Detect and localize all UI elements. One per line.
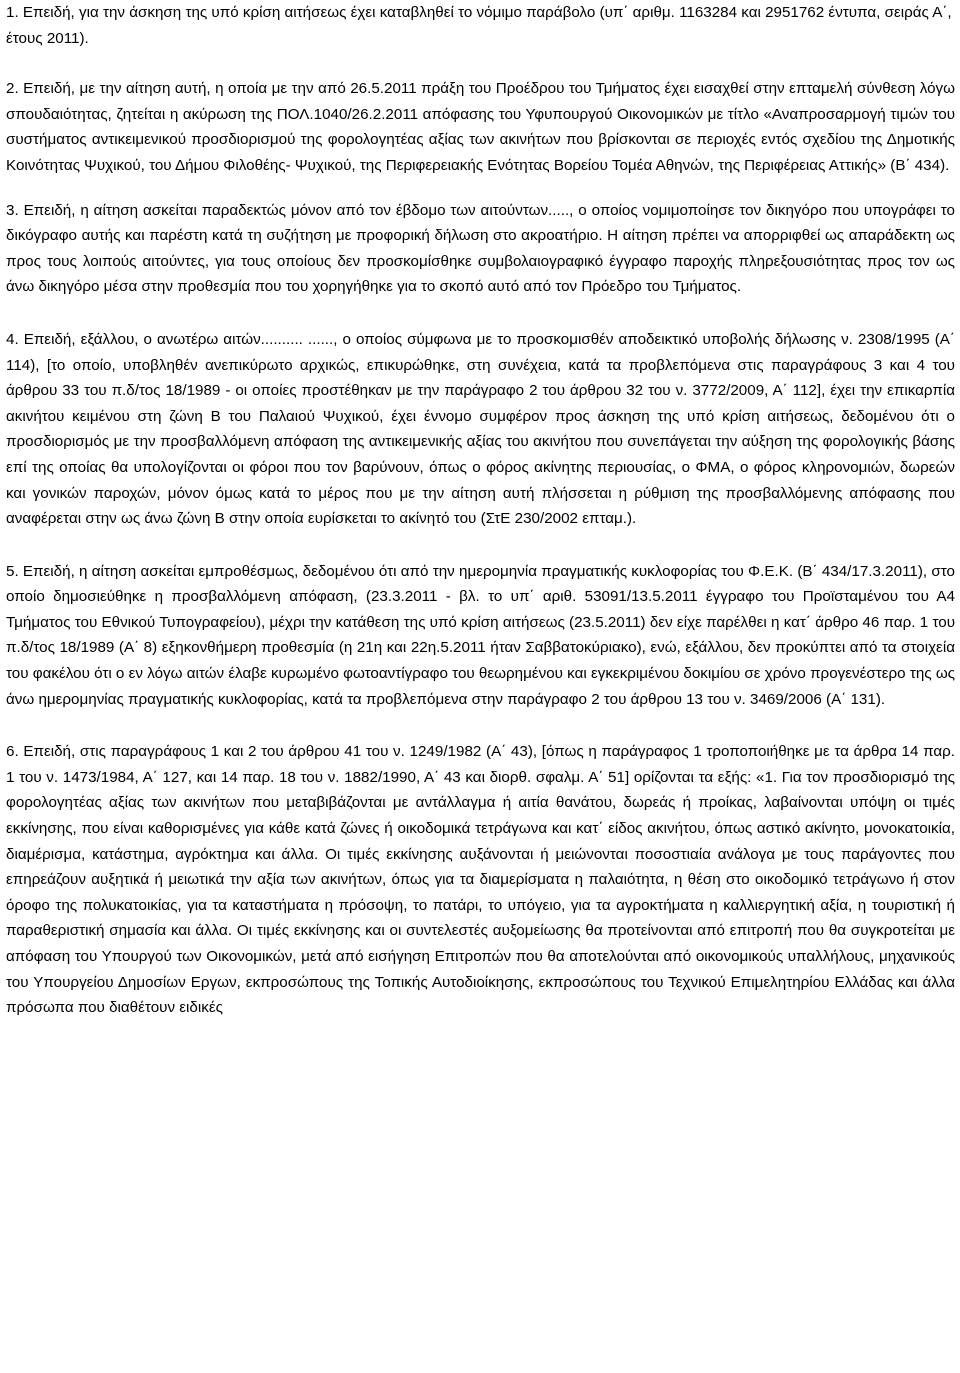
- paragraph-3: 3. Επειδή, η αίτηση ασκείται παραδεκτώς μόνον από τον έβδομο των αιτούντων....., ο οποίος νομιμοποίησε τον δικηγόρο που υπογράφει το δικόγραφο αυτής και παρέστη κατά τη συζήτηση με προφορική δήλωση στο ακροατήριο. Η αίτηση πρέπει να απορριφθεί ως απαράδεκτη ως προς τους λοιπούς αιτούντες, για τους οποίους δεν προσκομίσθηκε συμβολαιογραφικό έγγραφο παροχής πληρεξουσιότητας προς τον ως άνω δικηγόρο μέσα στην προθεσμία που του χορηγήθηκε για το σκοπό αυτό από τον Πρόεδρο του Τμήματος.: [6, 201, 955, 296]
- paragraph-5: 5. Επειδή, η αίτηση ασκείται εμπροθέσμως, δεδομένου ότι από την ημερομηνία πραγματικής κυκλοφορίας του Φ.Ε.Κ. (Β΄ 434/17.3.2011), στο οποίο δημοσιεύθηκε η προσβαλλόμενη απόφαση, (23.3.2011 - βλ. το υπ΄ αριθ. 53091/13.5.2011 έγγραφο του Προϊσταμένου του Α4 Τμήματος του Εθνικού Τυπογραφείου), μέχρι την κατάθεση της υπό κρίση αιτήσεως (23.5.2011) δεν είχε παρέλθει η κατ΄ άρθρο 46 παρ. 1 του π.δ/τος 18/1989 (Α΄ 8) εξηκονθήμερη προθεσμία (η 21η και 22η.5.2011 ήταν Σαββατοκύριακο), ενώ, εξάλλου, δεν προκύπτει από τα στοιχεία του φακέλου ότι ο εν λόγω αιτών έλαβε κυρωμένο φωτοαντίγραφο του θεωρημένου και εγκεκριμένου δοκιμίου σε χρόνο προγενέστερο της ως άνω ημερομηνίας πραγματικής κυκλοφορίας, κατά τα προβλεπόμενα στην παράγραφο 2 του άρθρου 13 του ν. 3469/2006 (Α΄ 131).: [6, 562, 955, 708]
- paragraph-1: 1. Επειδή, για την άσκηση της υπό κρίση αιτήσεως έχει καταβληθεί το νόμιμο παράβολο (υπ΄ αριθμ. 1163284 και 2951762 έντυπα, σειράς Α΄, έτους 2011).: [6, 4, 952, 47]
- paragraph-2: 2. Επειδή, με την αίτηση αυτή, η οποία με την από 26.5.2011 πράξη του Προέδρου του Τμήματος έχει εισαχθεί στην επταμελή σύνθεση λόγω σπουδαιότητας, ζητείται η ακύρωση της ΠΟΛ.1040/26.2.2011 απόφασης του Υφυπουργού Οικονομικών με τίτλο «Αναπροσαρμογή τιμών του συστήματος αντικειμενικού προσδιορισμού της φορολογητέας αξίας των ακινήτων που βρίσκονται σε περιοχές εντός σχεδίου της Δημοτικής Κοινότητας Ψυχικού, του Δήμου Φιλοθέης- Ψυχικού, της Περιφερειακής Ενότητας Βορείου Τομέα Αθηνών, της Περιφέρειας Αττικής» (Β΄ 434).: [6, 80, 955, 174]
- document-page: [6, 0, 955, 1021]
- paragraph-4: 4. Επειδή, εξάλλου, ο ανωτέρω αιτών.......... ......, ο οποίος σύμφωνα με το προσκομισθέν αποδεικτικό υποβολής δήλωσης ν. 2308/1995 (Α΄ 114), [το οποίο, υποβληθέν ανεπικύρωτο αρχικώς, επικυρώθηκε, στη συνέχεια, κατά τα προβλεπόμενα στις παραγράφους 3 και 4 του άρθρου 33 του π.δ/τος 18/1989 - οι οποίες προστέθηκαν με την παράγραφο 2 του άρθρου 32 του ν. 3772/2009, Α΄ 112], έχει την επικαρπία ακινήτου κειμένου στη ζώνη Β του Παλαιού Ψυχικού, έχει έννομο συμφέρον προς άσκηση της υπό κρίση αιτήσεως, δεδομένου ότι ο προσδιορισμός με την προσβαλλόμενη απόφαση της αντικειμενικής αξίας του ακινήτου που συνεπάγεται την αύξηση της φορολογικής βάσης επί της οποίας θα υπολογίζονται οι φόροι που τον βαρύνουν, όπως ο φόρος ακίνητης περιουσίας, ο ΦΜΑ, ο φόρος κληρονομιών, δωρεών και γονικών παροχών, μόνον όμως κατά το μέρος που με την αίτηση αυτή πλήσσεται η ρύθμιση της προσβαλλόμενης απόφασης που αναφέρεται στην ως άνω ζώνη Β στην οποία ευρίσκεται το ακίνητό του (ΣτΕ 230/2002 επταμ.).: [6, 330, 955, 528]
- paragraph-6: 6. Επειδή, στις παραγράφους 1 και 2 του άρθρου 41 του ν. 1249/1982 (Α΄ 43), [όπως η παράγραφος 1 τροποποιήθηκε με τα άρθρα 14 παρ. 1 του ν. 1473/1984, Α΄ 127, και 14 παρ. 18 του ν. 1882/1990, Α΄ 43 και διορθ. σφαλμ. Α΄ 51] ορίζονται τα εξής: «1. Για τον προσδιορισμό της φορολογητέας αξίας των ακινήτων που μεταβιβάζονται με αντάλλαγμα ή αιτία θανάτου, δωρεάς ή προίκας, λαβαίνονται υπόψη οι τιμές εκκίνησης, που είναι καθορισμένες για κάθε κατά ζώνες ή οικοδομικά τετράγωνα και κατ΄ είδος ακινήτου, όπως αστικό ακίνητο, μονοκατοικία, διαμέρισμα, κατάστημα, αγρόκτημα και άλλα. Οι τιμές εκκίνησης αυξάνονται ή μειώνονται ποσοστιαία ανάλογα με τους παράγοντες που επηρεάζουν αυξητικά ή μειωτικά την αξία των ακινήτων, όπως για τα διαμερίσματα η παλαιότητα, η θέση στο οικοδομικό τετράγωνο ή στον όροφο της πολυκατοικίας, για τα καταστήματα η πρόσοψη, το πατάρι, το υπόγειο, για τα αγροκτήματα η καλλιεργητική αξία, η τουριστική ή παραθεριστική σημασία και άλλα. Οι τιμές εκκίνησης και οι συντελεστές αυξομείωσης θα προτείνονται από επιτροπή που θα συγκροτείται με απόφαση του Υπουργού των Οικονομικών, μετά από εισήγηση Επιτροπών που θα αποτελούνται από οικονομικούς υπαλλήλους, μηχανικούς του Υπουργείου Δημοσίων Εργων, εκπροσώπους της Τοπικής Αυτοδιοίκησης, εκπροσώπους του Τεχνικού Επιμελητηρίου Ελλάδας και άλλα πρόσωπα που διαθέτουν ειδικές: [6, 743, 955, 1017]
